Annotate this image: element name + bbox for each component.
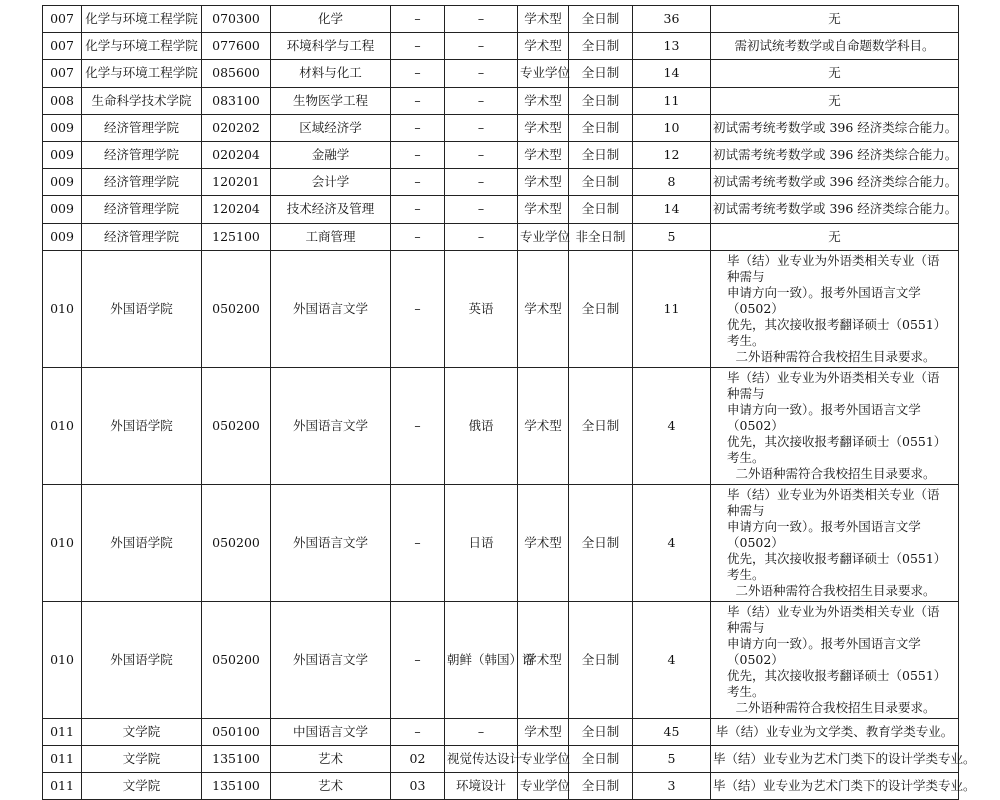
major-code-cell: 020204	[202, 141, 271, 168]
school-cell: 经济管理学院	[82, 141, 202, 168]
notes-cell	[711, 250, 959, 367]
notes-line: 无	[828, 11, 841, 27]
unit-code-cell: 007	[43, 60, 82, 87]
quota-cell: 11	[633, 250, 711, 367]
school-cell: 化学与环境工程学院	[82, 60, 202, 87]
school-cell: 化学与环境工程学院	[82, 6, 202, 33]
direction-name-cell: –	[445, 169, 518, 196]
major-name-cell: 艺术	[271, 745, 391, 772]
table-row	[43, 367, 959, 484]
direction-code-cell: –	[391, 169, 445, 196]
study-mode-cell: 非全日制	[569, 223, 633, 250]
quota-cell: 3	[633, 773, 711, 800]
direction-code-cell: –	[391, 484, 445, 601]
notes-cell	[711, 718, 959, 745]
quota-cell: 10	[633, 114, 711, 141]
table-row	[43, 169, 959, 196]
unit-code-cell: 011	[43, 718, 82, 745]
direction-code-cell: –	[391, 141, 445, 168]
notes-cell	[711, 33, 959, 60]
notes-line: 二外语种需符合我校招生目录要求。	[735, 465, 936, 481]
school-cell: 外国语学院	[82, 484, 202, 601]
direction-code-cell: –	[391, 33, 445, 60]
study-mode-cell: 全日制	[569, 484, 633, 601]
table-row	[43, 250, 959, 367]
major-name-cell: 技术经济及管理	[271, 196, 391, 223]
degree-type-cell: 学术型	[518, 196, 569, 223]
table-row	[43, 87, 959, 114]
direction-code-cell: –	[391, 601, 445, 718]
direction-name-cell: 视觉传达设计	[445, 745, 518, 772]
direction-name-cell: –	[445, 196, 518, 223]
degree-type-cell: 学术型	[518, 601, 569, 718]
table-row	[43, 6, 959, 33]
study-mode-cell: 全日制	[569, 169, 633, 196]
notes-cell	[711, 367, 959, 484]
notes-cell	[711, 141, 959, 168]
quota-cell: 4	[633, 367, 711, 484]
notes-line: 毕（结）业专业为外语类相关专业（语种需与	[727, 369, 940, 401]
quota-cell: 14	[633, 196, 711, 223]
direction-name-cell: –	[445, 87, 518, 114]
quota-cell: 12	[633, 141, 711, 168]
degree-type-cell: 学术型	[518, 250, 569, 367]
major-name-cell: 会计学	[271, 169, 391, 196]
direction-code-cell: 02	[391, 745, 445, 772]
unit-code-cell: 011	[43, 745, 82, 772]
direction-name-cell: 朝鲜（韩国）语	[445, 601, 518, 718]
notes-line: 申请方向一致）。报考外国语言文学（0502）	[727, 401, 921, 433]
direction-code-cell: 03	[391, 773, 445, 800]
major-code-cell: 050200	[202, 601, 271, 718]
table-row	[43, 33, 959, 60]
notes-cell	[711, 773, 976, 800]
major-name-cell: 外国语言文学	[271, 250, 391, 367]
table-row	[43, 773, 959, 800]
notes-line: 申请方向一致）。报考外国语言文学（0502）	[727, 635, 921, 667]
notes-cell	[711, 223, 959, 250]
quota-cell: 14	[633, 60, 711, 87]
unit-code-cell: 010	[43, 484, 82, 601]
major-name-cell: 外国语言文学	[271, 367, 391, 484]
table-row	[43, 601, 959, 718]
degree-type-cell: 专业学位	[518, 60, 569, 87]
direction-name-cell: –	[445, 33, 518, 60]
notes-line: 申请方向一致）。报考外国语言文学（0502）	[727, 518, 921, 550]
major-code-cell: 050200	[202, 250, 271, 367]
direction-code-cell: –	[391, 367, 445, 484]
admissions-table	[42, 5, 976, 800]
major-name-cell: 外国语言文学	[271, 601, 391, 718]
notes-line: 无	[828, 228, 841, 244]
school-cell: 文学院	[82, 773, 202, 800]
degree-type-cell: 学术型	[518, 484, 569, 601]
major-code-cell: 070300	[202, 6, 271, 33]
unit-code-cell: 011	[43, 773, 82, 800]
degree-type-cell: 专业学位	[518, 745, 569, 772]
major-name-cell: 艺术	[271, 773, 391, 800]
direction-name-cell: –	[445, 60, 518, 87]
major-code-cell: 135100	[202, 773, 271, 800]
quota-cell: 13	[633, 33, 711, 60]
degree-type-cell: 学术型	[518, 6, 569, 33]
notes-line: 毕（结）业专业为艺术门类下的设计学类专业。	[713, 750, 976, 766]
quota-cell: 8	[633, 169, 711, 196]
unit-code-cell: 010	[43, 250, 82, 367]
notes-line: 初试需考统考数学或 396 经济类综合能力。	[713, 201, 958, 217]
major-code-cell: 125100	[202, 223, 271, 250]
table-row	[43, 223, 959, 250]
study-mode-cell: 全日制	[569, 367, 633, 484]
unit-code-cell: 009	[43, 223, 82, 250]
unit-code-cell: 007	[43, 33, 82, 60]
quota-cell: 5	[633, 745, 711, 772]
notes-line: 需初试统考数学或自命题数学科目。	[734, 38, 935, 54]
study-mode-cell: 全日制	[569, 601, 633, 718]
notes-line: 初试需考统考数学或 396 经济类综合能力。	[713, 147, 958, 163]
study-mode-cell: 全日制	[569, 141, 633, 168]
major-code-cell: 120201	[202, 169, 271, 196]
notes-line: 优先，其次接收报考翻译硕士（0551）考生。	[727, 316, 941, 348]
notes-line: 二外语种需符合我校招生目录要求。	[735, 699, 936, 715]
direction-name-cell: 环境设计	[445, 773, 518, 800]
school-cell: 经济管理学院	[82, 169, 202, 196]
major-name-cell: 区域经济学	[271, 114, 391, 141]
direction-code-cell: –	[391, 60, 445, 87]
direction-name-cell: –	[445, 223, 518, 250]
study-mode-cell: 全日制	[569, 250, 633, 367]
notes-line: 优先，其次接收报考翻译硕士（0551）考生。	[727, 550, 941, 582]
direction-name-cell: 英语	[445, 250, 518, 367]
school-cell: 经济管理学院	[82, 196, 202, 223]
school-cell: 生命科学技术学院	[82, 87, 202, 114]
quota-cell: 4	[633, 484, 711, 601]
school-cell: 外国语学院	[82, 367, 202, 484]
notes-line: 初试需考统考数学或 396 经济类综合能力。	[713, 174, 958, 190]
direction-code-cell: –	[391, 6, 445, 33]
notes-line: 毕（结）业专业为外语类相关专业（语种需与	[727, 603, 940, 635]
study-mode-cell: 全日制	[569, 87, 633, 114]
notes-line: 二外语种需符合我校招生目录要求。	[735, 582, 936, 598]
major-name-cell: 环境科学与工程	[271, 33, 391, 60]
table-row	[43, 718, 959, 745]
notes-cell	[711, 484, 959, 601]
unit-code-cell: 008	[43, 87, 82, 114]
direction-name-cell: 俄语	[445, 367, 518, 484]
notes-cell	[711, 114, 959, 141]
direction-code-cell: –	[391, 223, 445, 250]
school-cell: 文学院	[82, 745, 202, 772]
unit-code-cell: 009	[43, 196, 82, 223]
direction-name-cell: –	[445, 141, 518, 168]
table-body	[43, 6, 976, 800]
major-code-cell: 050200	[202, 367, 271, 484]
direction-code-cell: –	[391, 196, 445, 223]
quota-cell: 5	[633, 223, 711, 250]
direction-name-cell: –	[445, 6, 518, 33]
notes-cell	[711, 745, 976, 772]
unit-code-cell: 010	[43, 367, 82, 484]
table-row	[43, 60, 959, 87]
table-row	[43, 141, 959, 168]
direction-name-cell: 日语	[445, 484, 518, 601]
major-code-cell: 083100	[202, 87, 271, 114]
notes-cell	[711, 196, 959, 223]
study-mode-cell: 全日制	[569, 114, 633, 141]
study-mode-cell: 全日制	[569, 196, 633, 223]
direction-code-cell: –	[391, 114, 445, 141]
notes-cell	[711, 6, 959, 33]
major-name-cell: 生物医学工程	[271, 87, 391, 114]
direction-code-cell: –	[391, 718, 445, 745]
degree-type-cell: 学术型	[518, 367, 569, 484]
major-name-cell: 外国语言文学	[271, 484, 391, 601]
major-code-cell: 077600	[202, 33, 271, 60]
study-mode-cell: 全日制	[569, 6, 633, 33]
quota-cell: 36	[633, 6, 711, 33]
table-row	[43, 745, 959, 772]
major-name-cell: 材料与化工	[271, 60, 391, 87]
notes-line: 无	[828, 92, 841, 108]
degree-type-cell: 学术型	[518, 141, 569, 168]
study-mode-cell: 全日制	[569, 773, 633, 800]
unit-code-cell: 010	[43, 601, 82, 718]
notes-line: 优先，其次接收报考翻译硕士（0551）考生。	[727, 667, 941, 699]
notes-line: 毕（结）业专业为文学类、教育学类专业。	[715, 723, 954, 739]
table-row	[43, 484, 959, 601]
major-name-cell: 金融学	[271, 141, 391, 168]
direction-name-cell: –	[445, 114, 518, 141]
notes-line: 二外语种需符合我校招生目录要求。	[735, 348, 936, 364]
study-mode-cell: 全日制	[569, 718, 633, 745]
notes-line: 优先，其次接收报考翻译硕士（0551）考生。	[727, 433, 941, 465]
school-cell: 外国语学院	[82, 601, 202, 718]
study-mode-cell: 全日制	[569, 745, 633, 772]
major-name-cell: 工商管理	[271, 223, 391, 250]
degree-type-cell: 学术型	[518, 114, 569, 141]
notes-line: 初试需考统考数学或 396 经济类综合能力。	[713, 119, 958, 135]
quota-cell: 11	[633, 87, 711, 114]
school-cell: 经济管理学院	[82, 114, 202, 141]
major-code-cell: 020202	[202, 114, 271, 141]
study-mode-cell: 全日制	[569, 33, 633, 60]
school-cell: 外国语学院	[82, 250, 202, 367]
notes-line: 毕（结）业专业为外语类相关专业（语种需与	[727, 486, 940, 518]
major-name-cell: 化学	[271, 6, 391, 33]
notes-line: 无	[828, 65, 841, 81]
direction-code-cell: –	[391, 87, 445, 114]
school-cell: 文学院	[82, 718, 202, 745]
degree-type-cell: 专业学位	[518, 223, 569, 250]
major-code-cell: 050100	[202, 718, 271, 745]
unit-code-cell: 007	[43, 6, 82, 33]
quota-cell: 45	[633, 718, 711, 745]
major-name-cell: 中国语言文学	[271, 718, 391, 745]
major-code-cell: 050200	[202, 484, 271, 601]
unit-code-cell: 009	[43, 114, 82, 141]
major-code-cell: 135100	[202, 745, 271, 772]
degree-type-cell: 学术型	[518, 87, 569, 114]
notes-cell	[711, 169, 959, 196]
degree-type-cell: 学术型	[518, 33, 569, 60]
study-mode-cell: 全日制	[569, 60, 633, 87]
school-cell: 化学与环境工程学院	[82, 33, 202, 60]
degree-type-cell: 专业学位	[518, 773, 569, 800]
direction-code-cell: –	[391, 250, 445, 367]
notes-line: 毕（结）业专业为外语类相关专业（语种需与	[727, 252, 940, 284]
quota-cell: 4	[633, 601, 711, 718]
notes-line: 毕（结）业专业为艺术门类下的设计学类专业。	[713, 778, 976, 794]
major-code-cell: 120204	[202, 196, 271, 223]
degree-type-cell: 学术型	[518, 718, 569, 745]
notes-cell	[711, 601, 959, 718]
direction-name-cell: –	[445, 718, 518, 745]
degree-type-cell: 学术型	[518, 169, 569, 196]
notes-cell	[711, 60, 959, 87]
table-row	[43, 114, 959, 141]
unit-code-cell: 009	[43, 141, 82, 168]
major-code-cell: 085600	[202, 60, 271, 87]
table-row	[43, 196, 959, 223]
unit-code-cell: 009	[43, 169, 82, 196]
notes-cell	[711, 87, 959, 114]
notes-line: 申请方向一致）。报考外国语言文学（0502）	[727, 284, 921, 316]
school-cell: 经济管理学院	[82, 223, 202, 250]
